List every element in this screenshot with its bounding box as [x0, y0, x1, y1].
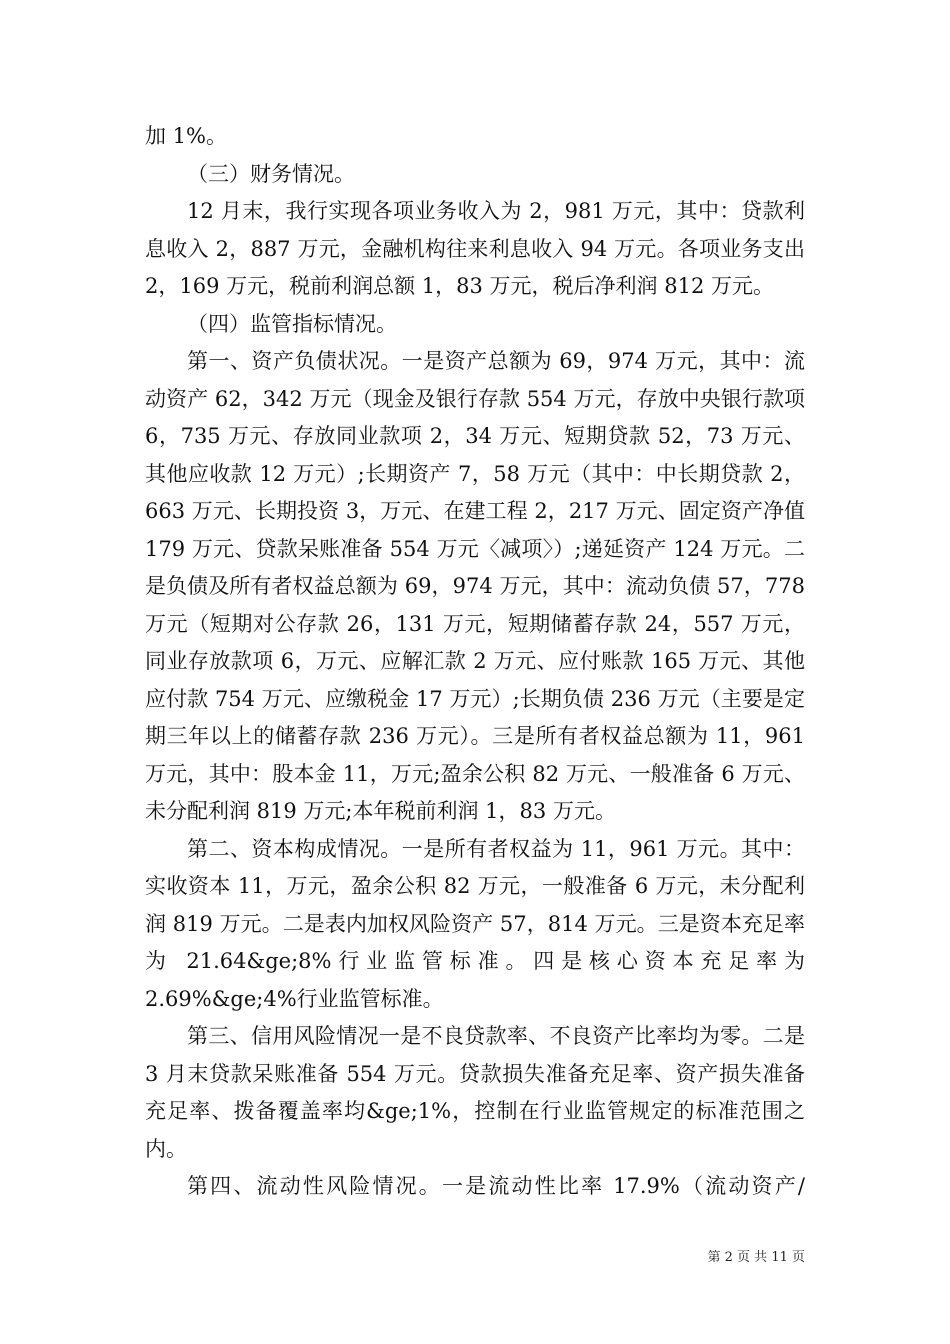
- page-number: 第 2 页 共 11 页: [707, 1250, 805, 1265]
- paragraph-assets-liabilities: 第一、资产负债状况。一是资产总额为 69，974 万元，其中：流动资产 62，342 万元（现金及银行存款 554 万元，存放中央银行款项 6，735 万元、存放同业款项 2，34 万元、短期贷款 52，73 万元、其他应收款 12 万元）;长期资产 7，58 万元（其中：中长期贷款 2，663 万元、长期投资 3，万元、在建工程 2，217 万元、固定资产净值 179 万元、贷款呆账准备 554 万元〈减项〉）;递延资产 124 万元。二是负债及所有者权益总额为 69，974 万元，其中：流动负债 57，778 万元（短期对公存款 26，131 万元，短期储蓄存款 24，557 万元，同业存放款项 6，万元、应解汇款 2 万元、应付账款 165 万元、其他应付款 754 万元、应缴税金 17 万元）;长期负债 236 万元（主要是定期三年以上的储蓄存款 236 万元）。三是所有者权益总额为 11，961 万元，其中：股本金 11，万元;盈余公积 82 万元、一般准备 6 万元、未分配利润 819 万元;本年税前利润 1，83 万元。: [145, 349, 805, 823]
- paragraph-continuation: 加 1%。: [145, 124, 227, 148]
- section-heading-supervision: （四）监管指标情况。: [187, 311, 397, 336]
- paragraph-liquidity-risk: 第四、流动性风险情况。一是流动性比率 17.9%（流动资产/: [187, 1174, 805, 1198]
- paragraph-finance: 12 月末，我行实现各项业务收入为 2，981 万元，其中：贷款利息收入 2，887 万元，金融机构往来利息收入 94 万元。各项业务支出 2，169 万元，税前利润总额 1，83 万元，税后净利润 812 万元。: [145, 199, 805, 298]
- paragraph-credit-risk: 第三、信用风险情况一是不良贷款率、不良资产比率均为零。二是 3 月末贷款呆账准备 554 万元。贷款损失准备充足率、资产损失准备充足率、拨备覆盖率均&ge;1%，控制在行业监管规定的标准范围之内。: [145, 1024, 805, 1161]
- section-heading-finance: （三）财务情况。: [187, 161, 355, 186]
- paragraph-capital-structure: 第二、资本构成情况。一是所有者权益为 11，961 万元。其中：实收资本 11，万元，盈余公积 82 万元，一般准备 6 万元，未分配利润 819 万元。二是表内加权风险资产 57，814 万元。三是资本充足率为 21.64&ge;8%行业监管标准。四是核心资本充足率为 2.69%&ge;4%行业监管标准。: [145, 836, 805, 1011]
- document-body: [145, 118, 805, 1206]
